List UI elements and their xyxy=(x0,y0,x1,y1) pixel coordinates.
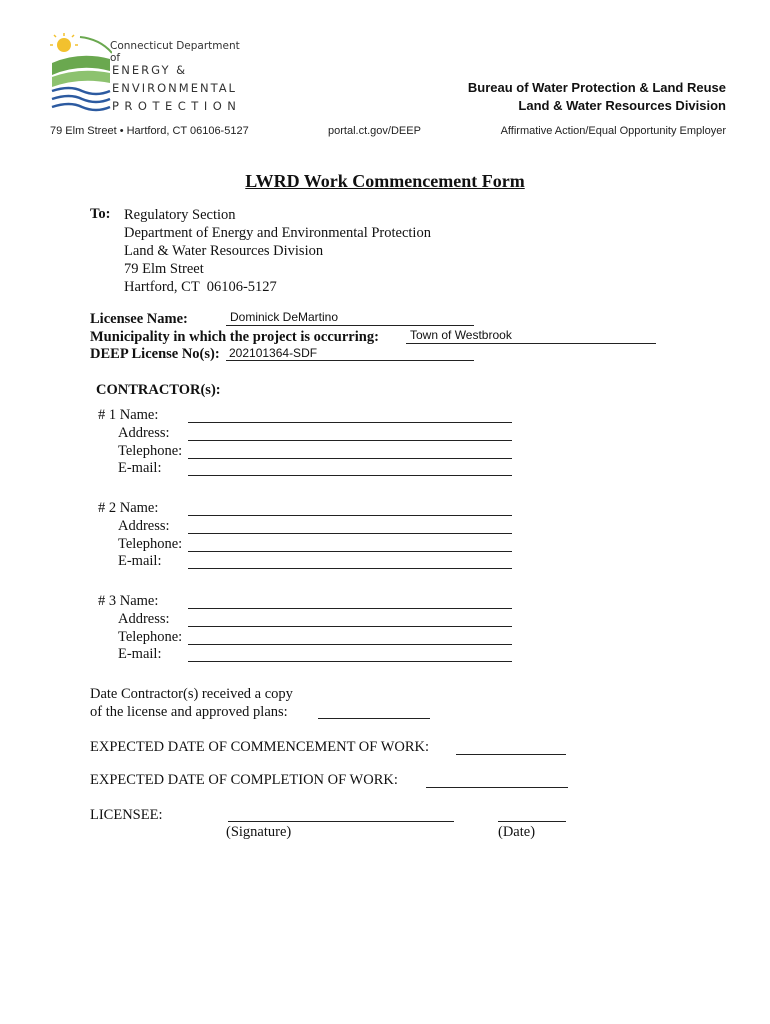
signature-caption: (Signature) xyxy=(226,824,292,840)
date-caption: (Date) xyxy=(498,824,536,840)
contractor-2-name-field[interactable] xyxy=(188,515,512,516)
contractor-2-email-field[interactable] xyxy=(188,568,512,569)
municipality-underline xyxy=(406,343,656,344)
contractor-3-email-label: E-mail: xyxy=(118,646,162,662)
contractor-1-address-label: Address: xyxy=(118,425,170,441)
contractor-2-email-label: E-mail: xyxy=(118,553,162,569)
employer-statement: Affirmative Action/Equal Opportunity Employer xyxy=(500,125,726,137)
logo-environmental-line: ENVIRONMENTAL xyxy=(112,81,237,95)
to-line: 79 Elm Street xyxy=(124,261,204,277)
contractor-3-telephone-field[interactable] xyxy=(188,644,512,645)
logo-emblem-icon xyxy=(50,33,112,115)
licensee-signature-label: LICENSEE: xyxy=(90,807,163,823)
contractor-1-email-field[interactable] xyxy=(188,475,512,476)
contractor-1-email-label: E-mail: xyxy=(118,460,162,476)
contractor-3-email-field[interactable] xyxy=(188,661,512,662)
contractor-2-name-label: # 2 Name: xyxy=(98,500,159,516)
website-link[interactable]: portal.ct.gov/DEEP xyxy=(328,125,421,137)
division-name: Land & Water Resources Division xyxy=(518,98,726,113)
license-number-field[interactable] xyxy=(229,346,469,360)
copy-received-label-line2: of the license and approved plans: xyxy=(90,704,288,720)
logo-energy-line: ENERGY & xyxy=(112,63,188,77)
commencement-label: EXPECTED DATE OF COMMENCEMENT OF WORK: xyxy=(90,739,430,755)
contractor-1-telephone-label: Telephone: xyxy=(118,443,183,459)
signature-field[interactable] xyxy=(228,821,454,822)
contractor-2-telephone-label: Telephone: xyxy=(118,536,183,552)
contractor-3-address-label: Address: xyxy=(118,611,170,627)
completion-label: EXPECTED DATE OF COMPLETION OF WORK: xyxy=(90,772,398,788)
contractor-1-telephone-field[interactable] xyxy=(188,458,512,459)
commencement-date-field[interactable] xyxy=(456,754,566,755)
to-line: Hartford, CT 06106-5127 xyxy=(124,279,277,295)
office-address: 79 Elm Street • Hartford, CT 06106-5127 xyxy=(50,125,249,137)
contractor-3-telephone-label: Telephone: xyxy=(118,629,183,645)
contractor-2-address-label: Address: xyxy=(118,518,170,534)
to-line: Department of Energy and Environmental Protection xyxy=(124,225,431,241)
licensee-name-field[interactable] xyxy=(230,310,470,324)
license-number-label: DEEP License No(s): xyxy=(90,346,220,362)
contractor-2-address-field[interactable] xyxy=(188,533,512,534)
logo-protection-line: PROTECTION xyxy=(112,99,242,113)
contractor-2-telephone-field[interactable] xyxy=(188,551,512,552)
contractor-1-name-label: # 1 Name: xyxy=(98,407,159,423)
licensee-name-label: Licensee Name: xyxy=(90,311,188,327)
contractor-3-name-field[interactable] xyxy=(188,608,512,609)
logo-dept-line: Connecticut Department of xyxy=(110,40,240,64)
license-number-underline xyxy=(226,360,474,361)
to-address-block xyxy=(124,206,431,296)
copy-received-date-field[interactable] xyxy=(318,718,430,719)
municipality-field[interactable] xyxy=(410,328,650,342)
contractor-1-name-field[interactable] xyxy=(188,422,512,423)
completion-date-field[interactable] xyxy=(426,787,568,788)
deep-logo xyxy=(50,33,250,118)
to-line: Land & Water Resources Division xyxy=(124,243,324,259)
to-label: To: xyxy=(90,206,111,222)
signature-date-field[interactable] xyxy=(498,821,566,822)
copy-received-label-line1: Date Contractor(s) received a copy xyxy=(90,686,293,702)
contractor-3-name-label: # 3 Name: xyxy=(98,593,159,609)
municipality-label: Municipality in which the project is occurring: xyxy=(90,329,379,345)
form-title: LWRD Work Commencement Form xyxy=(245,171,525,191)
contractors-heading: CONTRACTOR(s): xyxy=(96,382,221,398)
to-line: Regulatory Section xyxy=(124,207,236,223)
contractor-1-address-field[interactable] xyxy=(188,440,512,441)
licensee-name-underline xyxy=(226,325,474,326)
contractor-3-address-field[interactable] xyxy=(188,626,512,627)
bureau-name: Bureau of Water Protection & Land Reuse xyxy=(467,80,726,95)
